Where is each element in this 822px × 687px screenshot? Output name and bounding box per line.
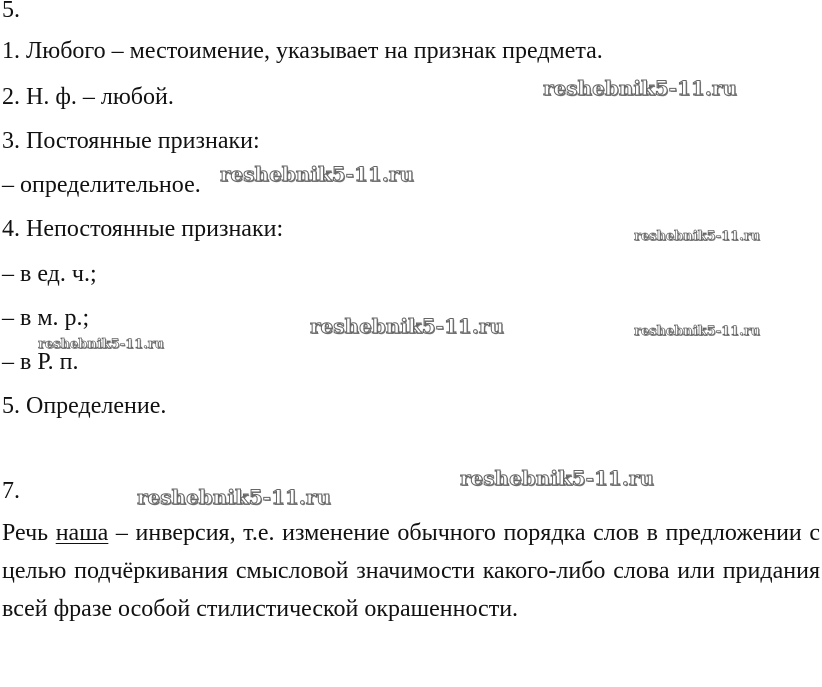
text-line: – в ед. ч.; — [2, 261, 97, 287]
watermark-text: reshebnik5-11.ru — [220, 162, 414, 186]
text-line: – в Р. п. — [2, 349, 79, 375]
paragraph-rest: – инверсия, т.е. изменение обычного порядка слов в предложении с целью подчёркивания смысловой значимости какого-либо слова или придания всей фразе особой стилистической окрашенности. — [2, 520, 821, 622]
watermark-text: reshebnik5-11.ru — [38, 337, 165, 352]
text-line: – определительное. — [2, 172, 201, 198]
watermark-text: reshebnik5-11.ru — [634, 229, 761, 244]
text-line: 1. Любого – местоимение, указывает на признак предмета. — [2, 38, 603, 64]
watermark-text: reshebnik5-11.ru — [137, 485, 331, 509]
section-number: 5. — [2, 0, 20, 23]
text-line: – в м. р.; — [2, 305, 90, 331]
text-line: 4. Непостоянные признаки: — [2, 216, 284, 242]
paragraph-start: Речь — [2, 520, 56, 546]
text-line: 3. Постоянные признаки: — [2, 128, 260, 154]
watermark-text: reshebnik5-11.ru — [543, 76, 737, 100]
paragraph — [2, 514, 820, 628]
watermark-text: reshebnik5-11.ru — [310, 314, 504, 338]
section-number: 7. — [2, 478, 20, 504]
underlined-word: наша — [55, 520, 109, 546]
watermark-text: reshebnik5-11.ru — [460, 466, 654, 490]
watermark-text: reshebnik5-11.ru — [634, 324, 761, 339]
text-line: 2. Н. ф. – любой. — [2, 84, 174, 110]
text-line: 5. Определение. — [2, 393, 167, 419]
